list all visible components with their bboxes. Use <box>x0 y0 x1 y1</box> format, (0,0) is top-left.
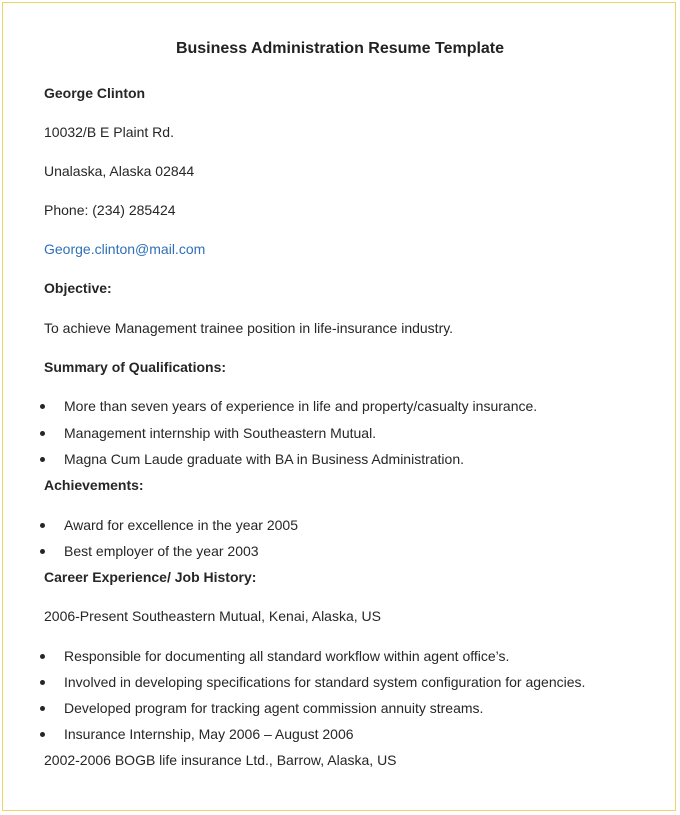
career-item-text: Involved in developing specifications for standard system configuration for agencies. <box>64 674 586 690</box>
bullet-icon <box>40 680 45 685</box>
address-line-1: 10032/B E Plaint Rd. <box>44 124 174 140</box>
summary-item-text: Magna Cum Laude graduate with BA in Business Administration. <box>64 451 465 467</box>
phone-number: Phone: (234) 285424 <box>44 202 176 218</box>
career-item-text: Insurance Internship, May 2006 – August 2006 <box>64 726 354 742</box>
address-line-2: Unalaska, Alaska 02844 <box>44 163 195 179</box>
summary-heading: Summary of Qualifications: <box>44 359 227 375</box>
summary-item-text: Management internship with Southeastern Mutual. <box>64 425 377 441</box>
candidate-name: George Clinton <box>44 85 146 101</box>
career-job-1: 2006-Present Southeastern Mutual, Kenai, Alaska, US <box>44 608 381 624</box>
bullet-icon <box>40 431 45 436</box>
career-heading: Career Experience/ Job History: <box>44 569 257 585</box>
achievement-item-text: Award for excellence in the year 2005 <box>64 517 298 533</box>
document-title: Business Administration Resume Template <box>175 40 505 57</box>
bullet-icon <box>40 654 45 659</box>
summary-item-text: More than seven years of experience in life and property/casualty insurance. <box>64 398 538 414</box>
email-link[interactable]: George.clinton@mail.com <box>44 241 206 257</box>
career-job-2: 2002-2006 BOGB life insurance Ltd., Barrow, Alaska, US <box>44 752 397 768</box>
career-item-text: Developed program for tracking agent commission annuity streams. <box>64 700 484 716</box>
objective-text: To achieve Management trainee position in life-insurance industry. <box>44 320 454 336</box>
achievement-item-text: Best employer of the year 2003 <box>64 543 259 559</box>
bullet-icon <box>40 457 45 462</box>
career-item-text: Responsible for documenting all standard workflow within agent office’s. <box>64 648 510 664</box>
bullet-icon <box>40 706 45 711</box>
bullet-icon <box>40 404 45 409</box>
bullet-icon <box>40 732 45 737</box>
bullet-icon <box>40 549 45 554</box>
objective-heading: Objective: <box>44 280 112 296</box>
bullet-icon <box>40 523 45 528</box>
achievements-heading: Achievements: <box>44 477 144 493</box>
